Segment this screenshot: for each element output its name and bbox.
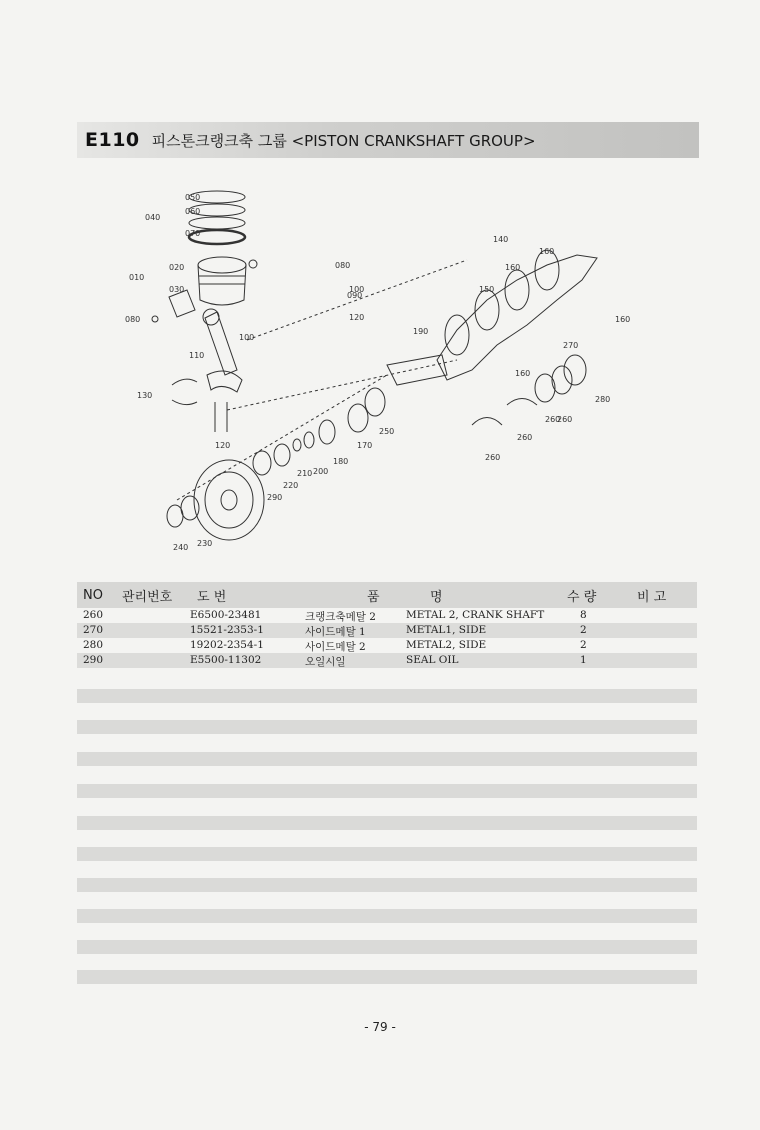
col-part-name-2: 명 [430,589,443,605]
part-callout: 210 [297,469,313,478]
part-callout: 240 [173,543,189,552]
part-callout: 280 [595,395,611,404]
table-row [77,608,697,623]
part-callout: 120 [349,313,365,322]
cell-no: 270 [83,624,104,636]
part-callout: 180 [333,457,349,466]
col-part-name: 품 [367,589,380,605]
diagram-svg [77,170,699,570]
empty-row [77,720,697,734]
part-callout: 100 [239,333,255,342]
part-callout: 030 [169,285,185,294]
cell-drawing-number: 15521-2353-1 [190,624,264,636]
empty-row [77,784,697,798]
part-callout: 110 [189,351,205,360]
cell-name-kr: 사이드메탈 2 [305,641,366,653]
col-no: NO [83,587,103,603]
col-mgmt-number: 관리번호 [122,589,173,605]
col-drawing-number: 도 번 [197,589,227,605]
part-callout: 070 [185,229,201,238]
part-callout: 260 [557,415,573,424]
cell-quantity: 2 [580,624,587,636]
part-callout: 090 [347,291,363,300]
exploded-parts-diagram [77,170,699,570]
part-callout: 150 [479,285,495,294]
part-callout: 060 [185,207,201,216]
cell-quantity: 2 [580,639,587,651]
cell-name-kr: 오일시일 [305,656,346,668]
table-row [77,638,697,653]
part-callout: 160 [615,315,631,324]
empty-row [77,940,697,954]
empty-row [77,689,697,703]
part-callout: 170 [357,441,373,450]
part-callout: 190 [413,327,429,336]
part-callout: 160 [515,369,531,378]
part-callout: 260 [545,415,561,424]
part-callout: 130 [137,391,153,400]
parts-table [77,582,697,668]
cell-name-en: METAL1, SIDE [406,624,487,636]
part-callout: 260 [517,433,533,442]
part-callout: 050 [185,193,201,202]
part-callout: 140 [493,235,509,244]
table-row [77,623,697,638]
part-callout: 120 [215,441,231,450]
empty-row [77,816,697,830]
table-header [77,582,697,608]
empty-row [77,752,697,766]
cell-no: 290 [83,654,104,666]
part-callout: 290 [267,493,283,502]
cell-no: 280 [83,639,104,651]
cell-drawing-number: E6500-23481 [190,609,262,621]
cell-drawing-number: E5500-11302 [190,654,262,666]
part-callout: 260 [485,453,501,462]
cell-name-en: METAL2, SIDE [406,639,487,651]
cell-no: 260 [83,609,104,621]
cell-quantity: 1 [580,654,587,666]
part-callout: 160 [539,247,555,256]
part-callout: 080 [335,261,351,270]
col-quantity: 수 량 [567,589,597,605]
part-callout: 250 [379,427,395,436]
section-title: 피스톤크랭크축 그룹 <PISTON CRANKSHAFT GROUP> [151,131,536,150]
empty-row [77,970,697,984]
cell-name-kr: 사이드메탈 1 [305,626,366,638]
empty-row [77,878,697,892]
part-callout: 230 [197,539,213,548]
part-callout: 010 [129,273,145,282]
part-callout: 020 [169,263,185,272]
table-row [77,653,697,668]
section-code: E110 [85,129,140,151]
empty-row [77,909,697,923]
cell-name-kr: 크랭크축메탈 2 [305,611,376,623]
part-callout: 040 [145,213,161,222]
part-callout: 160 [505,263,521,272]
part-callout: 080 [125,315,141,324]
cell-quantity: 8 [580,609,587,621]
cell-name-en: METAL 2, CRANK SHAFT [406,609,545,621]
part-callout: 200 [313,467,329,476]
page-number: - 79 - [364,1020,396,1034]
section-header [77,122,699,158]
cell-name-en: SEAL OIL [406,654,459,666]
cell-drawing-number: 19202-2354-1 [190,639,264,651]
col-remarks: 비 고 [637,589,667,605]
part-callout: 220 [283,481,299,490]
part-callout: 100 [349,285,365,294]
part-callout: 270 [563,341,579,350]
empty-row [77,847,697,861]
